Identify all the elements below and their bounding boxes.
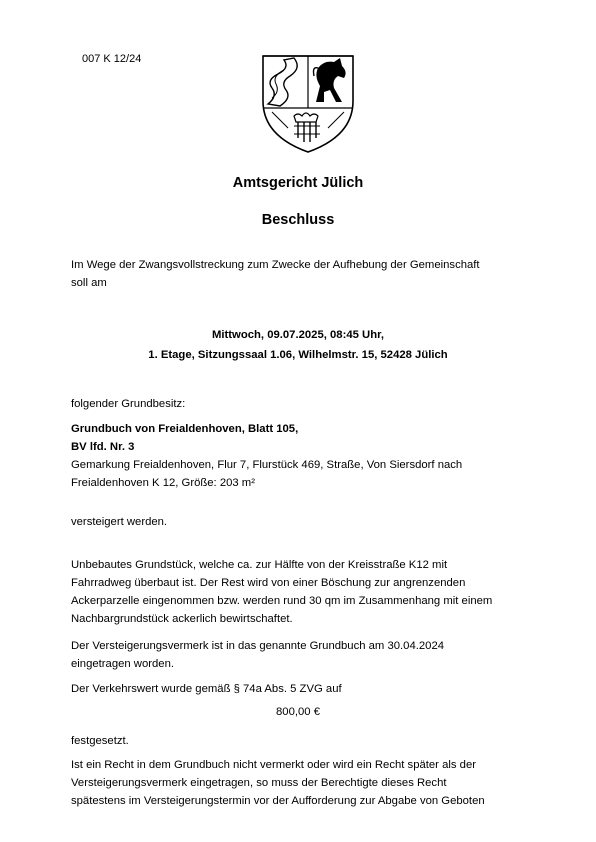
description-line: Nachbargrundstück ackerlich bewirtschaftet. (71, 613, 293, 625)
hearing-date: Mittwoch, 09.07.2025, 08:45 Uhr, (211, 329, 385, 341)
land-register-block (71, 420, 531, 492)
document-title: Beschluss (261, 212, 335, 228)
market-value-text: Der Verkehrswert wurde gemäß § 74a Abs. 5 ZVG auf (71, 683, 342, 695)
description-line: Ackerparzelle eingenommen bzw. werden rund 30 qm im Zusammenhang mit einem (71, 595, 493, 607)
intro-line: Im Wege der Zwangsvollstreckung zum Zwecke der Aufhebung der Gemeinschaft (71, 259, 480, 271)
hearing-location: 1. Etage, Sitzungssaal 1.06, Wilhelmstr. 15, 52428 Jülich (148, 349, 448, 361)
land-register-title: Grundbuch von Freialdenhoven, Blatt 105, (71, 423, 299, 435)
court-name: Amtsgericht Jülich (232, 175, 364, 191)
fixed-statement: festgesetzt. (71, 735, 129, 747)
parcel-description: Freialdenhoven K 12, Größe: 203 m² (71, 477, 255, 489)
inventory-number: BV lfd. Nr. 3 (71, 441, 135, 453)
notice-line: Ist ein Recht in dem Grundbuch nicht vermerkt oder wird ein Recht später als der (71, 759, 476, 771)
description-line: Fahrradweg überbaut ist. Der Rest wird von einer Böschung zur angrenzenden (71, 577, 466, 589)
rights-notice (71, 756, 531, 810)
coat-of-arms-logo (258, 46, 358, 154)
notice-line: Versteigerungsvermerk eingetragen, so muss der Berechtigte dieses Recht (71, 777, 447, 789)
description-line: Unbebautes Grundstück, welche ca. zur Hälfte von der Kreisstraße K12 mit (71, 559, 448, 571)
registration-line: eingetragen worden. (71, 658, 175, 670)
notice-line: spätestens im Versteigerungstermin vor der Aufforderung zur Abgabe von Geboten (71, 795, 485, 807)
intro-line: soll am (71, 277, 107, 289)
auction-statement: versteigert werden. (71, 516, 168, 528)
parcel-description: Gemarkung Freialdenhoven, Flur 7, Flurstück 469, Straße, Von Siersdorf nach (71, 459, 463, 471)
property-description (71, 556, 531, 628)
registration-line: Der Versteigerungsvermerk ist in das genannte Grundbuch am 30.04.2024 (71, 640, 445, 652)
case-number: 007 K 12/24 (82, 53, 142, 65)
market-value-amount: 800,00 € (276, 706, 320, 718)
hearing-details (0, 325, 596, 365)
registration-note (71, 637, 531, 673)
property-label: folgender Grundbesitz: (71, 398, 186, 410)
intro-paragraph (71, 256, 531, 292)
